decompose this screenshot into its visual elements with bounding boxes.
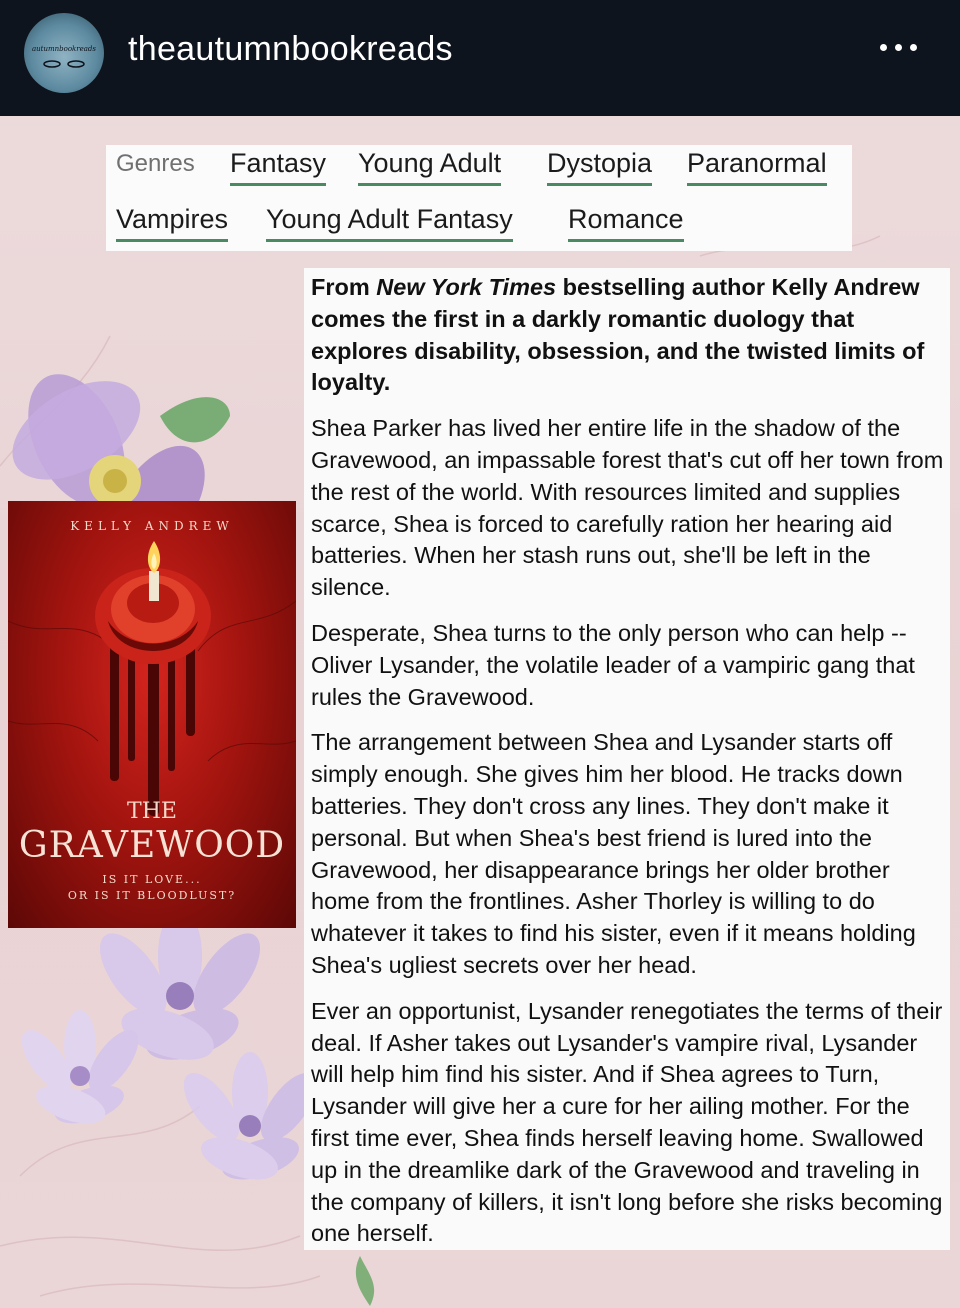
avatar-logo-icon [40, 59, 88, 69]
genre-tag-fantasy[interactable]: Fantasy [230, 148, 326, 186]
dot [895, 44, 902, 51]
genre-tag-dystopia[interactable]: Dystopia [547, 148, 652, 186]
more-options-icon[interactable] [880, 32, 930, 62]
genre-tag-romance[interactable]: Romance [568, 204, 684, 242]
lead-rest: bestselling author Kelly Andrew comes the first in a darkly romantic duology that explores disability, obsession, and the twisted limits of loyalty. [311, 274, 925, 396]
lead-prefix: From [311, 274, 377, 300]
genres-panel [106, 145, 852, 251]
cover-tagline: IS IT LOVE... [102, 873, 202, 886]
username[interactable]: theautumnbookreads [128, 30, 453, 68]
dot [880, 44, 887, 51]
genre-tag-paranormal[interactable]: Paranormal [687, 148, 827, 186]
description-paragraph: Shea Parker has lived her entire life in the shadow of the Gravewood, an impassable forest that's cut off her town from the rest of the world. With resources limited and supplies scarce, Shea is forced to carefully ration her hearing aid batteries. When her stash runs out, she'll be left in the silence. [311, 415, 944, 601]
description-paragraph: Ever an opportunist, Lysander renegotiates the terms of their deal. If Asher takes out Lysander's vampire rival, Lysander will help him find his sister. And if Shea agrees to Turn, Lysander will give her a cure for her ailing mother. For the first time ever, Shea finds herself leaving home. Swallowed up in the dreamlike dark of the Gravewood and traveling in the company of killers, it isn't long before she risks becoming one herself. [311, 997, 943, 1247]
genre-tag-young-adult[interactable]: Young Adult [358, 148, 501, 186]
book-cover [8, 501, 296, 928]
cover-title: GRAVEWOOD [18, 825, 286, 866]
post-header [0, 0, 960, 116]
book-description-panel [304, 268, 950, 1250]
genres-label: Genres [116, 150, 195, 177]
profile-avatar[interactable] [24, 13, 104, 93]
cover-author: KELLY ANDREW [70, 519, 234, 533]
description-lead [311, 272, 947, 399]
genre-tag-vampires[interactable]: Vampires [116, 204, 228, 242]
cover-title-prefix: THE [127, 799, 177, 824]
cover-tagline: OR IS IT BLOODLUST? [67, 889, 237, 902]
avatar-text: autumnbookreads [31, 45, 97, 53]
lead-italic: New York Times [376, 274, 557, 300]
genre-tag-young-adult-fantasy[interactable]: Young Adult Fantasy [266, 204, 513, 242]
description-paragraph: The arrangement between Shea and Lysander starts off simply enough. She gives him her blood. He tracks down batteries. They don't cross any lines. They don't make it personal. But when Shea's best friend is lured into the Gravewood, her disappearance brings her older brother home from the frontlines. Asher Thorley is willing to do whatever it takes to find his sister, even if it means holding Shea's ugliest secrets over her head. [311, 729, 916, 978]
description-paragraph: Desperate, Shea turns to the only person who can help -- Oliver Lysander, the volatile leader of a vampiric gang that rules the Gravewood. [311, 619, 915, 710]
dot [910, 44, 917, 51]
